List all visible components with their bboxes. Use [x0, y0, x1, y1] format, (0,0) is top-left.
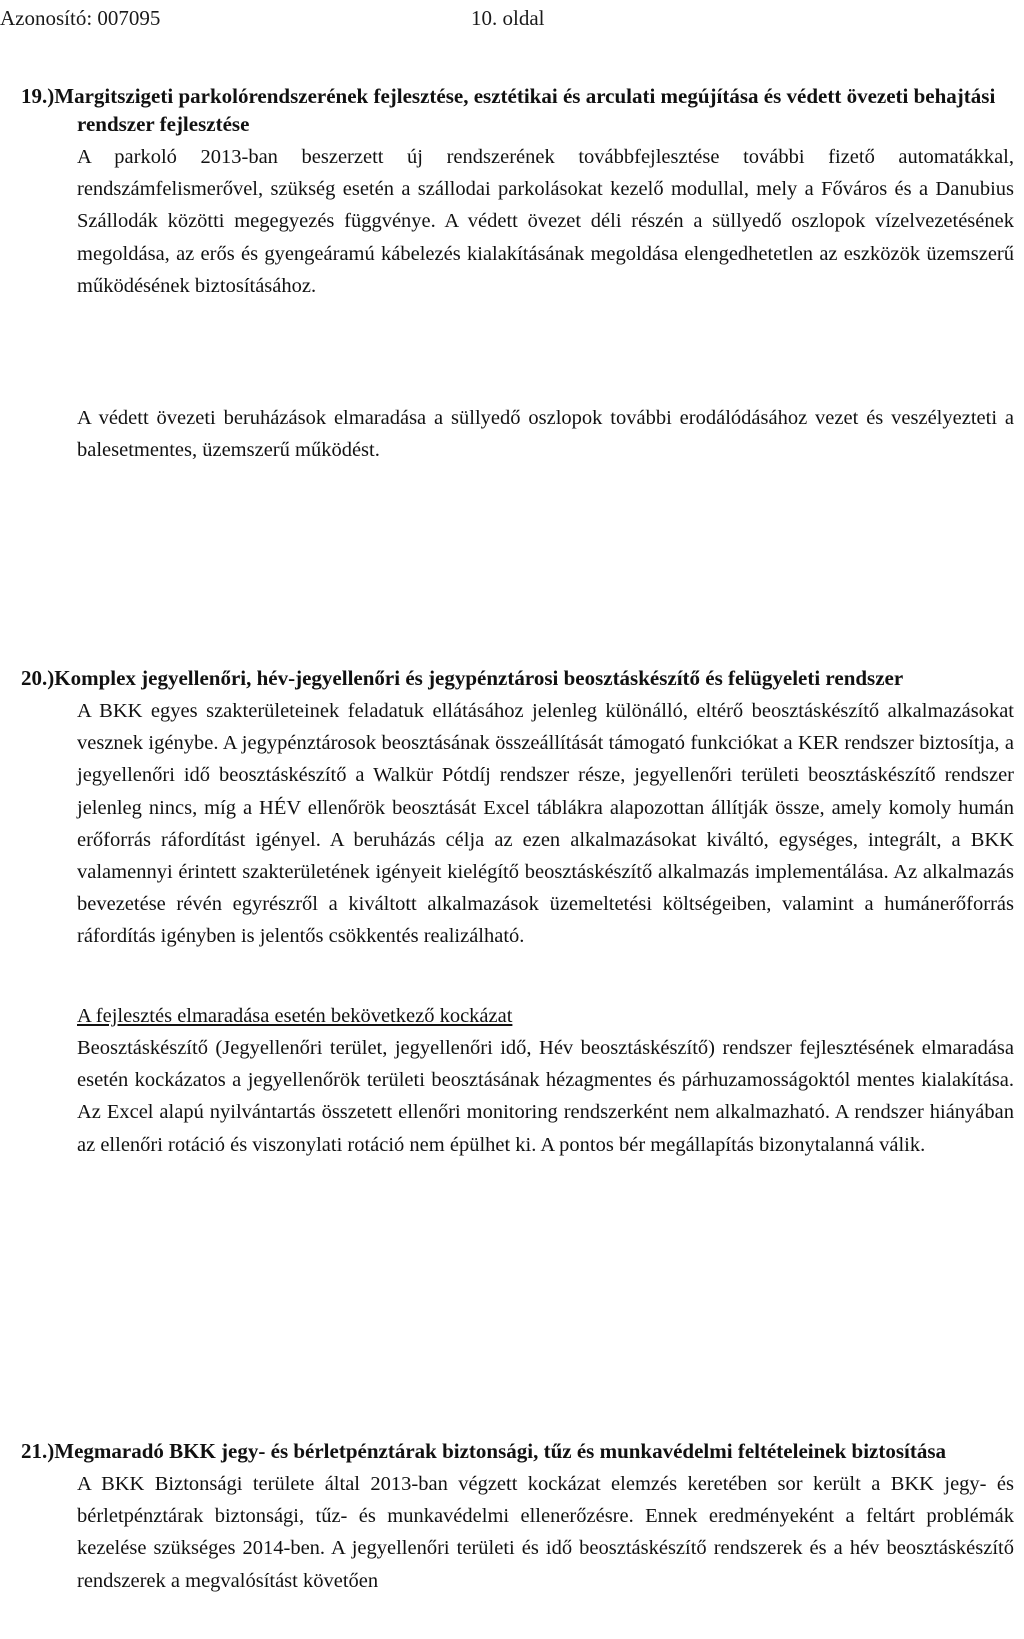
section-title [21, 664, 1014, 692]
section-paragraph: A BKK Biztonsági területe által 2013-ban végzett kockázat elemzés keretében sor került a BKK jegy- és bérletpénztárak biztonsági, tűz- és munkavédelmi ellenerőzésre. Ennek eredményeként a feltárt problémák kezelése szükséges 2014-ben. A jegyellenőri területi és idő beosztáskészítő rendszerek és a hév beosztáskészítő rendszerek a megvalósítást követően [77, 1473, 1014, 1592]
section-title [21, 82, 1014, 138]
document-id: Azonosító: 007095 [0, 6, 161, 30]
section-title [21, 1437, 1014, 1465]
page-number: 10. oldal [471, 6, 545, 30]
section-21 [21, 1437, 1014, 1597]
section-paragraph: A parkoló 2013-ban beszerzett új rendszerének továbbfejlesztése további fizető automatákkal, rendszámfelismerővel, szükség esetén a szállodai parkolásokat kezelő modullal, mely a Főváros és a Danubius Szállodák közötti megegyezés függvénye. A védett övezet déli részén a süllyedő oszlopok vízelvezetésének megoldása, az erős és gyengeáramú kábelezés kialakításának megoldása elengedhetetlen az eszközök üzemszerű működésének biztosításához. [77, 146, 1014, 297]
section-title-text: Margitszigeti parkolórendszerének fejlesztése, esztétikai és arculati megújítása és védett övezeti behajtási rendszer fejlesztése [54, 84, 996, 136]
section-20-risk [77, 1000, 1014, 1161]
section-title-text: Megmaradó BKK jegy- és bérletpénztárak biztonsági, tűz és munkavédelmi feltételeinek biztosítása [54, 1439, 947, 1463]
section-title-text: Komplex jegyellenőri, hév-jegyellenőri és jegypénztárosi beosztáskészítő és felügyeleti rendszer [54, 666, 904, 690]
risk-heading: A fejlesztés elmaradása esetén bekövetkező kockázat [77, 1005, 513, 1027]
section-number: 20.) [21, 666, 55, 690]
section-19 [21, 82, 1014, 302]
section-paragraph: A védett övezeti beruházások elmaradása a süllyedő oszlopok további erodálódásához vezet és veszélyezteti a balesetmentes, üzemszerű működést. [77, 407, 1014, 462]
section-number: 21.) [21, 1439, 55, 1463]
section-number: 19.) [21, 84, 55, 108]
risk-paragraph: Beosztáskészítő (Jegyellenőri terület, jegyellenőri idő, Hév beosztáskészítő) rendszer fejlesztésének elmaradása esetén kockázatos a jegyellenőrök területi beosztásának hézagmentes és párhuzamosságoktól mentes kialakítása. Az Excel alapú nyilvántartás összetett ellenőri monitoring rendszerként nem alkalmazható. A rendszer hiányában az ellenőri rotáció és viszonylati rotáció nem épülhet ki. A pontos bér megállapítás bizonytalanná válik. [77, 1037, 1014, 1156]
section-19-consequence [77, 402, 1014, 466]
section-paragraph: A BKK egyes szakterületeinek feladatuk ellátásához jelenleg különálló, eltérő beosztáskészítő alkalmazásokat vesznek igénybe. A jegypénztárosok beosztásának összeállítását támogató funkciókat a KER rendszer biztosítja, a jegyellenőri idő beosztáskészítő a Walkür Pótdíj rendszer része, jegyellenőri területi beosztáskészítő rendszer jelenleg nincs, míg a HÉV ellenőrök beosztását Excel táblákra alapozottan állítják össze, amely komoly humán erőforrás ráfordítást igényel. A beruházás célja az ezen alkalmazásokat kiváltó, egységes, integrált, a BKK valamennyi érintett szakterületének igényeit kielégítő beosztáskészítő alkalmazás implementálása. Az alkalmazás bevezetése révén egyrészről a kiváltott alkalmazások üzemeltetési költségeiben, valamint a humánerőforrás ráfordítás igényben is jelentős csökkentés realizálható. [77, 700, 1014, 948]
section-20 [21, 664, 1014, 953]
